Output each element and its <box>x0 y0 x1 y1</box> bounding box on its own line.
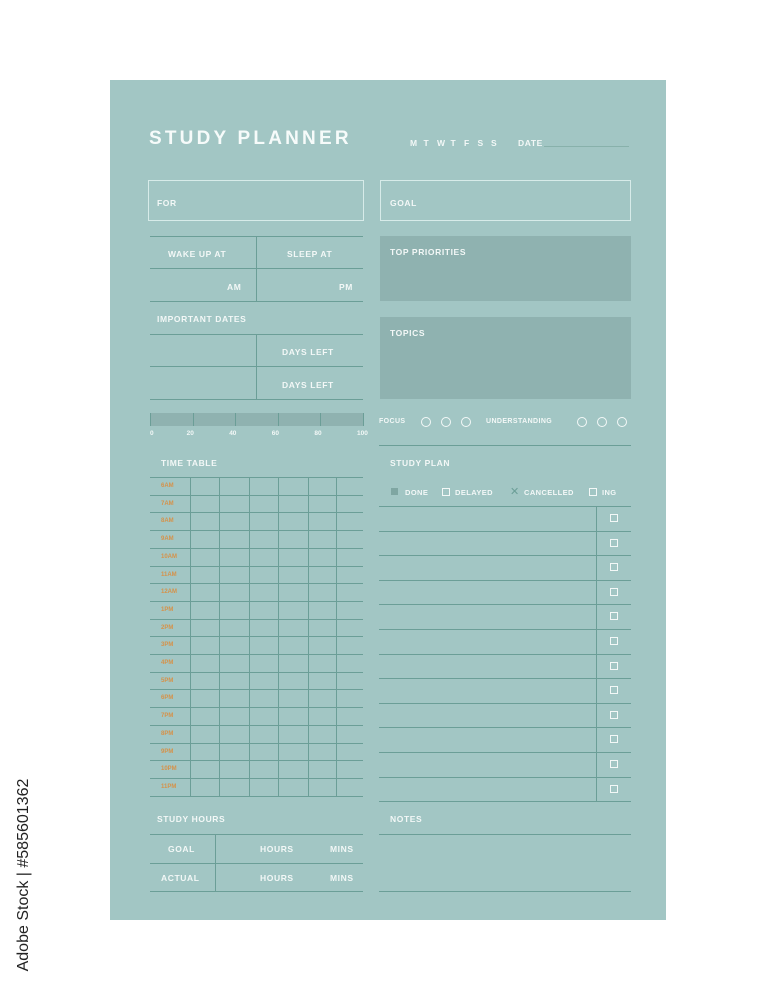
time-cell[interactable] <box>308 619 336 637</box>
plan-row[interactable] <box>379 727 596 752</box>
important-dates-label: IMPORTANT DATES <box>157 314 247 324</box>
time-cell[interactable] <box>249 778 278 796</box>
sad-face-icon[interactable] <box>617 417 627 427</box>
actual-hours-label: ACTUAL <box>161 873 200 883</box>
plan-row[interactable] <box>379 703 596 728</box>
time-cell[interactable] <box>249 512 278 530</box>
time-cell[interactable] <box>249 689 278 707</box>
hour-label: 7AM <box>161 500 174 507</box>
time-cell[interactable] <box>308 566 336 584</box>
scale-tick <box>363 413 364 426</box>
study-hours-label: STUDY HOURS <box>157 814 226 824</box>
time-cell[interactable] <box>336 743 363 761</box>
time-cell[interactable] <box>308 778 336 796</box>
goal-box[interactable] <box>380 180 631 221</box>
plan-checkbox[interactable] <box>610 588 618 596</box>
days-left-label: DAYS LEFT <box>282 347 334 357</box>
time-cell[interactable] <box>190 495 219 513</box>
time-cell[interactable] <box>219 548 249 566</box>
time-cell[interactable] <box>249 583 278 601</box>
plan-checkbox[interactable] <box>610 760 618 768</box>
time-cell[interactable] <box>219 619 249 637</box>
time-cell[interactable] <box>336 725 363 743</box>
hour-label: 10AM <box>161 553 178 560</box>
for-label: FOR <box>157 198 177 208</box>
time-cell[interactable] <box>190 601 219 619</box>
plan-row[interactable] <box>379 604 596 629</box>
time-cell[interactable] <box>219 672 249 690</box>
time-cell[interactable] <box>336 512 363 530</box>
time-cell[interactable] <box>249 619 278 637</box>
divider <box>379 834 631 835</box>
notes-label: NOTES <box>390 814 423 824</box>
time-cell[interactable] <box>336 530 363 548</box>
plan-row[interactable] <box>379 752 596 777</box>
plan-checkbox[interactable] <box>610 514 618 522</box>
plan-checkbox[interactable] <box>610 686 618 694</box>
hours-label: HOURS <box>260 873 294 883</box>
hour-label: 9PM <box>161 748 174 755</box>
plan-checkbox[interactable] <box>610 735 618 743</box>
time-cell[interactable] <box>219 530 249 548</box>
time-cell[interactable] <box>219 689 249 707</box>
time-cell[interactable] <box>219 760 249 778</box>
sleep-at-label: SLEEP AT <box>287 249 333 259</box>
time-cell[interactable] <box>336 778 363 796</box>
page-title: STUDY PLANNER <box>149 128 352 149</box>
time-cell[interactable] <box>308 743 336 761</box>
time-cell[interactable] <box>249 548 278 566</box>
time-cell[interactable] <box>278 495 308 513</box>
time-cell[interactable] <box>190 566 219 584</box>
cancelled-label: CANCELLED <box>524 488 574 497</box>
scale-tick-label: 100 <box>357 430 368 437</box>
plan-checkbox[interactable] <box>610 711 618 719</box>
planner-sheet <box>110 80 666 920</box>
time-cell[interactable] <box>308 548 336 566</box>
time-cell[interactable] <box>219 636 249 654</box>
divider <box>379 891 631 892</box>
stock-id-text: Adobe Stock | #585601362 <box>15 778 32 972</box>
time-table-label: TIME TABLE <box>161 458 218 468</box>
time-cell[interactable] <box>308 654 336 672</box>
neutral-face-icon[interactable] <box>441 417 451 427</box>
weekday-1[interactable]: T <box>423 138 429 148</box>
time-cell[interactable] <box>336 477 363 495</box>
time-cell[interactable] <box>278 548 308 566</box>
plan-checkbox[interactable] <box>610 563 618 571</box>
hour-label: 7PM <box>161 713 174 720</box>
time-cell[interactable] <box>249 477 278 495</box>
time-cell[interactable] <box>219 778 249 796</box>
time-cell[interactable] <box>219 601 249 619</box>
days-left-label: DAYS LEFT <box>282 380 334 390</box>
time-cell[interactable] <box>190 707 219 725</box>
time-cell[interactable] <box>190 636 219 654</box>
plan-row[interactable] <box>379 506 596 531</box>
time-cell[interactable] <box>278 601 308 619</box>
hour-label: 11PM <box>161 783 177 790</box>
time-cell[interactable] <box>190 548 219 566</box>
top-priorities-label: TOP PRIORITIES <box>390 247 467 257</box>
divider <box>150 891 363 892</box>
happy-face-icon[interactable] <box>421 417 431 427</box>
time-cell[interactable] <box>308 636 336 654</box>
time-cell[interactable] <box>278 530 308 548</box>
delayed-label: DELAYED <box>455 488 493 497</box>
hours-label: HOURS <box>260 844 294 854</box>
wake-up-label: WAKE UP AT <box>168 249 227 259</box>
time-cell[interactable] <box>308 689 336 707</box>
time-cell[interactable] <box>308 512 336 530</box>
plan-checkbox[interactable] <box>610 662 618 670</box>
mins-label: MINS <box>330 844 354 854</box>
plan-row[interactable] <box>379 654 596 679</box>
happy-face-icon[interactable] <box>577 417 587 427</box>
time-cell[interactable] <box>249 760 278 778</box>
plan-checkbox[interactable] <box>610 539 618 547</box>
weekday-3[interactable]: T <box>450 138 456 148</box>
divider <box>256 334 257 399</box>
scale-tick-label: 20 <box>186 430 194 437</box>
plan-row[interactable] <box>379 531 596 556</box>
time-cell[interactable] <box>336 601 363 619</box>
time-cell[interactable] <box>336 760 363 778</box>
time-cell[interactable] <box>336 636 363 654</box>
plan-row[interactable] <box>379 555 596 580</box>
scale-tick <box>150 413 151 426</box>
topics-label: TOPICS <box>390 328 426 338</box>
time-cell[interactable] <box>190 760 219 778</box>
time-cell[interactable] <box>249 707 278 725</box>
scale-tick-label: 80 <box>314 430 322 437</box>
hour-label: 9AM <box>161 536 174 543</box>
time-cell[interactable] <box>336 689 363 707</box>
time-cell[interactable] <box>190 583 219 601</box>
hour-label: 6AM <box>161 483 174 489</box>
time-cell[interactable] <box>278 725 308 743</box>
done-label: DONE <box>405 488 429 497</box>
time-cell[interactable] <box>336 707 363 725</box>
time-cell[interactable] <box>190 530 219 548</box>
time-cell[interactable] <box>219 654 249 672</box>
time-cell[interactable] <box>219 512 249 530</box>
time-cell[interactable] <box>219 743 249 761</box>
time-cell[interactable] <box>336 495 363 513</box>
side-caption <box>14 760 34 990</box>
goal-label: GOAL <box>390 198 417 208</box>
time-cell[interactable] <box>308 477 336 495</box>
time-cell[interactable] <box>278 778 308 796</box>
time-cell[interactable] <box>308 707 336 725</box>
time-cell[interactable] <box>336 548 363 566</box>
time-cell[interactable] <box>219 583 249 601</box>
time-cell[interactable] <box>190 619 219 637</box>
time-cell[interactable] <box>190 672 219 690</box>
time-cell[interactable] <box>219 477 249 495</box>
understanding-label: UNDERSTANDING <box>486 418 553 425</box>
ing-label: ING <box>602 488 617 497</box>
time-cell[interactable] <box>249 601 278 619</box>
top-priorities-box[interactable] <box>380 236 631 301</box>
time-cell[interactable] <box>278 743 308 761</box>
time-cell[interactable] <box>190 725 219 743</box>
study-plan-label: STUDY PLAN <box>390 458 451 468</box>
time-cell[interactable] <box>278 654 308 672</box>
divider <box>215 834 216 891</box>
scale-tick <box>235 413 236 426</box>
time-cell[interactable] <box>278 636 308 654</box>
time-cell[interactable] <box>278 689 308 707</box>
sad-face-icon[interactable] <box>461 417 471 427</box>
scale-tick <box>320 413 321 426</box>
divider <box>150 301 363 302</box>
time-cell[interactable] <box>190 778 219 796</box>
weekday-0[interactable]: M <box>410 138 418 148</box>
weekday-4[interactable]: F <box>464 138 470 148</box>
divider <box>256 236 257 301</box>
time-cell[interactable] <box>278 707 308 725</box>
time-cell[interactable] <box>249 743 278 761</box>
time-cell[interactable] <box>249 672 278 690</box>
weekday-6[interactable]: S <box>491 138 497 148</box>
hour-label: 11AM <box>161 571 177 578</box>
time-cell[interactable] <box>278 512 308 530</box>
time-cell[interactable] <box>190 654 219 672</box>
time-cell[interactable] <box>190 689 219 707</box>
weekday-2[interactable]: W <box>437 138 446 148</box>
divider <box>379 445 631 446</box>
time-cell[interactable] <box>336 672 363 690</box>
hour-label: 8AM <box>161 518 174 525</box>
weekday-5[interactable]: S <box>477 138 484 148</box>
scale-tick-label: 0 <box>150 430 154 437</box>
time-cell[interactable] <box>336 619 363 637</box>
hour-label: 12AM <box>161 589 178 596</box>
time-cell[interactable] <box>278 477 308 495</box>
for-box[interactable] <box>148 180 364 221</box>
divider <box>150 834 363 835</box>
hour-label: 1PM <box>161 606 174 613</box>
time-cell[interactable] <box>219 707 249 725</box>
table-row-line <box>150 796 363 797</box>
time-cell[interactable] <box>249 530 278 548</box>
time-cell[interactable] <box>336 583 363 601</box>
time-cell[interactable] <box>249 725 278 743</box>
done-icon <box>391 488 398 495</box>
focus-label: FOCUS <box>379 418 406 425</box>
plan-checkbox[interactable] <box>610 785 618 793</box>
hour-label: 8PM <box>161 730 174 737</box>
divider <box>379 801 631 802</box>
hour-label: 3PM <box>161 642 174 649</box>
delayed-checkbox-icon <box>442 488 450 496</box>
plan-row[interactable] <box>379 580 596 605</box>
time-cell[interactable] <box>308 760 336 778</box>
time-cell[interactable] <box>249 495 278 513</box>
date-label: DATE <box>518 138 543 148</box>
time-cell[interactable] <box>336 654 363 672</box>
divider <box>150 863 363 864</box>
hour-label: 10PM <box>161 766 177 773</box>
am-label: AM <box>227 282 242 292</box>
hour-label: 6PM <box>161 695 174 702</box>
time-cell[interactable] <box>278 760 308 778</box>
time-cell[interactable] <box>249 636 278 654</box>
goal-hours-label: GOAL <box>168 844 195 854</box>
time-cell[interactable] <box>308 530 336 548</box>
scale-tick <box>193 413 194 426</box>
hour-label: 5PM <box>161 677 174 684</box>
scale-tick-label: 40 <box>229 430 237 437</box>
time-cell[interactable] <box>190 477 219 495</box>
time-cell[interactable] <box>278 566 308 584</box>
time-cell[interactable] <box>219 725 249 743</box>
time-cell[interactable] <box>278 619 308 637</box>
time-cell[interactable] <box>278 672 308 690</box>
neutral-face-icon[interactable] <box>597 417 607 427</box>
time-cell[interactable] <box>308 583 336 601</box>
time-cell[interactable] <box>308 495 336 513</box>
time-cell[interactable] <box>190 743 219 761</box>
hour-label: 2PM <box>161 624 174 631</box>
ing-checkbox-icon <box>589 488 597 496</box>
cancelled-x-icon: ✕ <box>510 486 520 498</box>
pm-label: PM <box>339 282 353 292</box>
time-cell[interactable] <box>190 512 219 530</box>
date-line[interactable] <box>544 146 629 147</box>
progress-bar[interactable] <box>150 413 363 426</box>
hour-label: 4PM <box>161 660 174 666</box>
time-cell[interactable] <box>336 566 363 584</box>
time-cell[interactable] <box>278 583 308 601</box>
divider <box>596 506 597 801</box>
plan-row[interactable] <box>379 678 596 703</box>
time-cell[interactable] <box>219 495 249 513</box>
time-cell[interactable] <box>308 672 336 690</box>
divider <box>150 399 363 400</box>
scale-tick <box>278 413 279 426</box>
plan-row[interactable] <box>379 777 596 802</box>
plan-checkbox[interactable] <box>610 637 618 645</box>
time-cell[interactable] <box>308 601 336 619</box>
time-cell[interactable] <box>249 654 278 672</box>
scale-tick-label: 60 <box>271 430 280 437</box>
plan-checkbox[interactable] <box>610 612 618 620</box>
time-cell[interactable] <box>249 566 278 584</box>
plan-row[interactable] <box>379 629 596 654</box>
time-cell[interactable] <box>308 725 336 743</box>
mins-label: MINS <box>330 873 354 883</box>
time-cell[interactable] <box>219 566 249 584</box>
